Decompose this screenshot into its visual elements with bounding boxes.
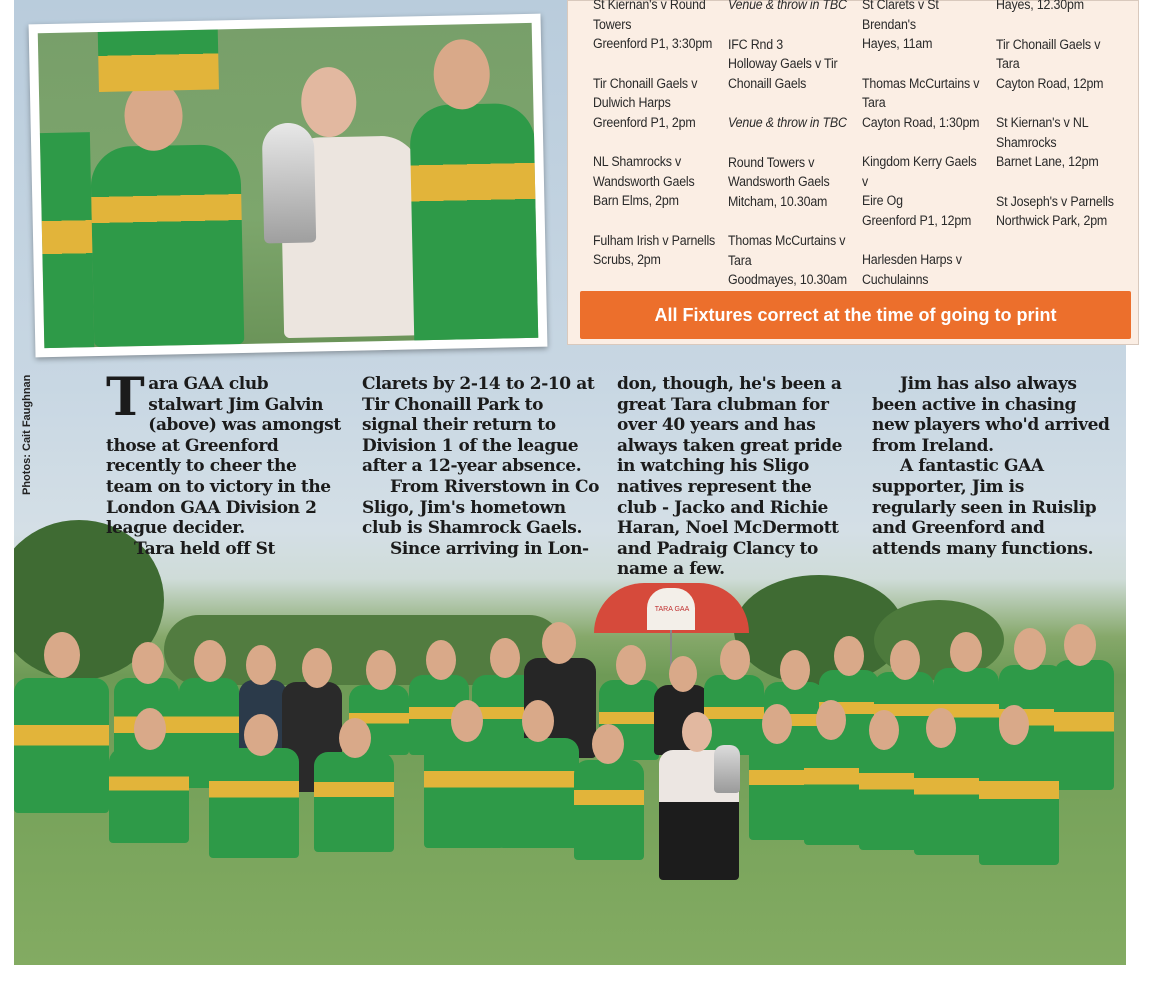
umbrella-label: TARA GAA [654,606,690,613]
fixture-item: Venue & throw in TBC [728,115,847,130]
player [98,29,219,91]
inset-photo [38,23,538,348]
player [859,740,919,850]
player-head [433,39,490,110]
photo-credit-text: Photos: Cait Faughnan [21,374,33,495]
player-head [302,648,332,688]
fixtures-panel [567,0,1139,345]
trophy-icon [262,122,317,243]
fixtures-disclaimer-banner: All Fixtures correct at the time of going to print [580,291,1131,339]
player [574,760,644,860]
player [314,752,394,852]
fixture-item: NL Shamrocks v Wandsworth Gaels Barn Elms, 2pm [593,154,695,208]
player-head [1014,628,1046,670]
player-head [490,638,520,678]
player [14,678,109,813]
player-head [426,640,456,680]
player-head [869,710,899,750]
player [109,748,189,843]
fixtures-column [862,0,985,309]
article-text: Jim has also always been active in chasing new players who'd arrived from Ireland. [872,374,1110,456]
dropcap: T [106,367,145,428]
fixture-item: Tir Chonaill Gaels v Tara Cayton Road, 12pm [996,36,1104,91]
player-head [720,640,750,680]
player-head [950,632,982,672]
player [499,738,579,848]
player [804,735,864,845]
player-head [1064,624,1096,666]
player-head [780,650,810,690]
fixture-item: St Joseph's v Parnells Northwick Park, 2pm [996,193,1114,228]
player-head [542,622,576,664]
player [409,103,538,346]
player-head [592,724,624,764]
player-head [366,650,396,690]
fixture-item: St Kiernan's v NL Shamrocks Barnet Lane, 12pm [996,115,1099,169]
photo-credit [16,370,38,500]
page-bottom-margin [0,965,1151,981]
player-head [816,700,846,740]
player-head [522,700,554,742]
article-column-1 [106,367,344,559]
player-head [890,640,920,680]
fixtures-column [996,0,1119,251]
fixture-item: Tir Chonaill Gaels v Dulwich Harps Greenford P1, 2pm [593,75,698,130]
player-head [44,632,80,678]
fixtures-column [728,0,851,310]
player-head [451,700,483,742]
article-paragraph [106,367,344,539]
player-head [834,636,864,676]
fixture-item: Kingdom Kerry Gaels v Eire Og Greenford P1, 12pm [862,154,977,228]
player-head [762,704,792,744]
article-column-2 [362,374,600,559]
player [979,745,1059,865]
player [209,748,299,858]
player [914,745,984,855]
inset-photo-frame [29,14,548,358]
player-head [669,656,697,692]
article-text: Since arriving in Lon- [390,538,589,559]
fixture-item: Fulham Irish v Parnells Scrubs, 2pm [593,232,716,267]
article-text: Clarets by 2-14 to 2-10 at Tir Chonaill Park to signal their return to Division 1 of the league after a 12-year absence. [362,374,595,477]
player-head [244,714,278,756]
article-text: From Riverstown in Co Sligo, Jim's hometown club is Shamrock Gaels. [362,476,600,539]
fixture-item: St Clarets v St Brendan's Hayes, 11am [862,0,939,51]
player [749,740,809,840]
player [424,738,504,848]
player-head [616,645,646,685]
player-head [301,67,357,138]
fixture-item: IFC Rnd 3 Holloway Gaels v Tir Chonaill Gaels [728,36,838,91]
article-text: Tara held off St [134,538,275,559]
player-head [682,712,712,752]
fixture-item: Round Towers v Wandsworth Gaels Mitcham, 10.30am [728,154,830,209]
player-head [246,645,276,685]
player-head [926,708,956,748]
fixtures-column [593,0,716,290]
article-column-4 [872,374,1110,559]
trophy-icon [714,745,740,793]
player-head [194,640,226,682]
player [40,132,95,348]
fixture-item: St Kiernan's v Round Towers Greenford P1, 3:30pm [593,0,713,51]
fixture-item: Thomas McCurtains v Tara Goodmayes, 10.30am [728,233,847,287]
article-text: ara GAA club stalwart Jim Galvin (above) was amongst those at Greenford recently to cheer the team on to victory in the London GAA Division 2 league decider. [106,374,341,539]
fixture-item: Venue & throw in TBC [728,0,847,12]
article-text: A fantastic GAA supporter, Jim is regularly seen in Ruislip and Greenford and attends many functions. [872,456,1097,559]
player-head [134,708,166,750]
player [1054,660,1114,790]
player-head [999,705,1029,745]
fixture-item: Harlesden Harps v Cuchulainns [862,252,962,287]
fixture-item: Thomas McCurtains v Tara Cayton Road, 1:30pm [862,75,980,130]
player-head [132,642,164,684]
article-text: don, though, he's been a great Tara clubman for over 40 years and has always taken great pride in watching his Sligo natives represent the club - Jacko and Richie Haran, Noel McDermott and Padraig Clancy to name a few. [617,374,843,580]
article-column-3 [617,374,855,580]
player [90,144,244,347]
player-head [339,718,371,758]
fixture-item: Hayes, 12.30pm [996,0,1084,12]
